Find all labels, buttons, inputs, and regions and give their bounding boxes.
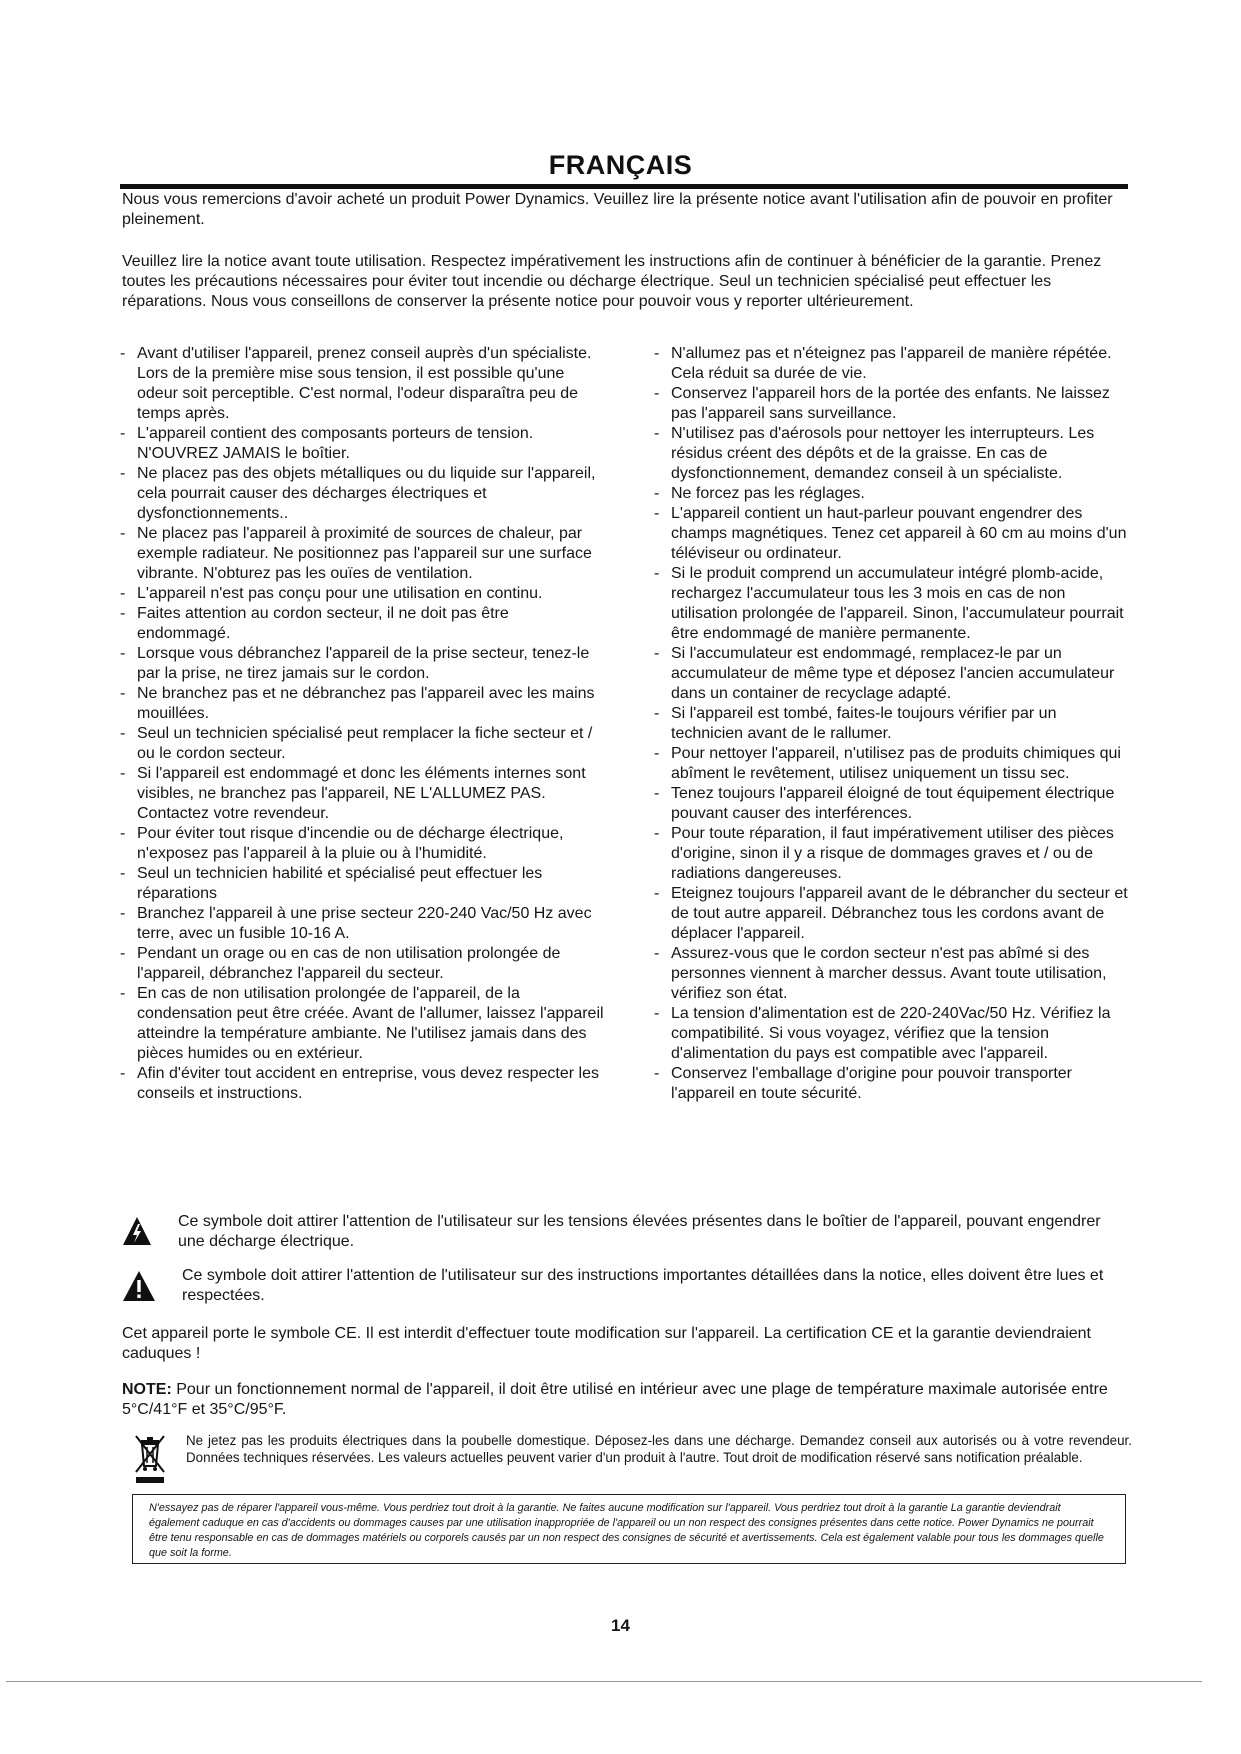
intro-paragraph-2: Veuillez lire la notice avant toute utilisation. Respectez impérativement les instructions afin de continuer à bénéficier de la garantie. Prenez toutes les précautions nécessaires pour éviter tout incendie ou décharge électrique. Seul un technicien spécialisé peut effectuer les réparations. Nous vous conseillons de conserver la présente notice pour pouvoir vous y reporter ultérieurement. xyxy=(122,253,1102,310)
safety-item: - L'appareil contient un haut-parleur pouvant engendrer des champs magnétiques. Tenez cet appareil à 60 cm au moins d'un téléviseur ou ordinateur. xyxy=(654,504,1132,564)
warranty-disclaimer: N'essayez pas de réparer l'appareil vous-même. Vous perdriez tout droit à la garantie. Ne faites aucune modification sur l'appareil. Vous perdriez tout droit à la garantie La garantie deviendrait également caduque en cas d'accidents ou dommages causes par une utilisation inappropriée de l'appareil ou un non respect des consignes présentes dans cette notice. Power Dynamics ne pourrait être tenu responsable en cas de dommages matériels ou corporels causés par un non respect des consignes de sécurité et avertissements. Cela est également valable pour tous les dommages quelle que soit la forme. xyxy=(132,1494,1126,1564)
safety-item: - N'utilisez pas d'aérosols pour nettoyer les interrupteurs. Les résidus créent des dépôts et de la graisse. En cas de dysfonctionnement, demandez conseil à un spécialiste. xyxy=(654,424,1132,484)
crossed-out-bin-icon xyxy=(134,1434,166,1489)
high-voltage-text: Ce symbole doit attirer l'attention de l'utilisateur sur les tensions élevées présentes dans le boîtier de l'appareil, pouvant engendrer une décharge électrique. xyxy=(178,1213,1101,1250)
safety-item: - Si l'appareil est tombé, faites-le toujours vérifier par un technicien avant de le rallumer. xyxy=(654,704,1132,744)
safety-item: - Afin d'éviter tout accident en entreprise, vous devez respecter les conseils et instructions. xyxy=(120,1064,605,1104)
safety-item: - Pour nettoyer l'appareil, n'utilisez pas de produits chimiques qui abîment le revêtement, utilisez uniquement un tissu sec. xyxy=(654,744,1132,784)
safety-item: - L'appareil n'est pas conçu pour une utilisation en continu. xyxy=(120,584,605,604)
safety-item: - Pendant un orage ou en cas de non utilisation prolongée de l'appareil, débranchez l'appareil du secteur. xyxy=(120,944,605,984)
safety-item: - Faites attention au cordon secteur, il ne doit pas être endommagé. xyxy=(120,604,605,644)
safety-item: - Conservez l'emballage d'origine pour pouvoir transporter l'appareil en toute sécurité. xyxy=(654,1064,1132,1104)
title-divider xyxy=(120,184,1128,189)
safety-item: - Branchez l'appareil à une prise secteur 220-240 Vac/50 Hz avec terre, avec un fusible 10-16 A. xyxy=(120,904,605,944)
safety-list-left xyxy=(120,344,605,1104)
safety-item: - Si l'accumulateur est endommagé, remplacez-le par un accumulateur de même type et déposez l'ancien accumulateur dans un container de recyclage adapté. xyxy=(654,644,1132,704)
safety-item: - Ne placez pas des objets métalliques ou du liquide sur l'appareil, cela pourrait causer des décharges électriques et dysfonctionnements.. xyxy=(120,464,605,524)
footer-divider xyxy=(6,1681,1202,1682)
weee-text: Ne jetez pas les produits électriques dans la poubelle domestique. Déposez-les dans une décharge. Demandez conseil aux autorisés ou à votre revendeur. Données techniques réservées. Les valeurs actuelles peuvent varier d'un produit à l'autre. Tout droit de modification réservé sans notification préalable. xyxy=(186,1433,1132,1465)
exclamation-warning-icon xyxy=(122,1270,156,1308)
safety-item: - Conservez l'appareil hors de la portée des enfants. Ne laissez pas l'appareil sans surveillance. xyxy=(654,384,1132,424)
safety-item: - L'appareil contient des composants porteurs de tension. N'OUVREZ JAMAIS le boîtier. xyxy=(120,424,605,464)
page-number: 14 xyxy=(611,1616,630,1635)
safety-item: - La tension d'alimentation est de 220-240Vac/50 Hz. Vérifiez la compatibilité. Si vous voyagez, vérifiez que la tension d'alimentation du pays est compatible avec l'appareil. xyxy=(654,1004,1132,1064)
safety-item: - Assurez-vous que le cordon secteur n'est pas abîmé si des personnes viennent à marcher dessus. Avant toute utilisation, vérifiez son état. xyxy=(654,944,1132,1004)
safety-item: - Pour toute réparation, il faut impérativement utiliser des pièces d'origine, sinon il y a risque de dommages graves et / ou de radiations dangereuses. xyxy=(654,824,1132,884)
note-label: NOTE: xyxy=(122,1381,172,1398)
safety-item: - Ne placez pas l'appareil à proximité de sources de chaleur, par exemple radiateur. Ne positionnez pas l'appareil sur une surface vibrante. N'obturez pas les ouïes de ventilation. xyxy=(120,524,605,584)
safety-item: - Tenez toujours l'appareil éloigné de tout équipement électrique pouvant causer des interférences. xyxy=(654,784,1132,824)
safety-item: - Ne forcez pas les réglages. xyxy=(654,484,1132,504)
safety-item: - Eteignez toujours l'appareil avant de le débrancher du secteur et de tout autre appareil. Débranchez tous les cordons avant de déplacer l'appareil. xyxy=(654,884,1132,944)
safety-item: - Pour éviter tout risque d'incendie ou de décharge électrique, n'exposez pas l'appareil à la pluie ou à l'humidité. xyxy=(120,824,605,864)
safety-item: - Seul un technicien spécialisé peut remplacer la fiche secteur et / ou le cordon secteur. xyxy=(120,724,605,764)
intro-paragraph-1: Nous vous remercions d'avoir acheté un produit Power Dynamics. Veuillez lire la présente notice avant l'utilisation afin de pouvoir en profiter pleinement. xyxy=(122,191,1113,228)
safety-item: - Lorsque vous débranchez l'appareil de la prise secteur, tenez-le par la prise, ne tirez jamais sur le cordon. xyxy=(120,644,605,684)
safety-item: - Seul un technicien habilité et spécialisé peut effectuer les réparations xyxy=(120,864,605,904)
safety-item: - Ne branchez pas et ne débranchez pas l'appareil avec les mains mouillées. xyxy=(120,684,605,724)
note-paragraph xyxy=(122,1380,1132,1420)
safety-item: - En cas de non utilisation prolongée de l'appareil, de la condensation peut être créée. Avant de l'allumer, laissez l'appareil atteindre la température ambiante. Ne l'utilisez jamais dans des pièces humides ou en extérieur. xyxy=(120,984,605,1064)
ce-notice: Cet appareil porte le symbole CE. Il est interdit d'effectuer toute modification sur l'appareil. La certification CE et la garantie deviendraient caduques ! xyxy=(122,1325,1091,1362)
safety-item: - N'allumez pas et n'éteignez pas l'appareil de manière répétée. Cela réduit sa durée de vie. xyxy=(654,344,1132,384)
safety-item: - Avant d'utiliser l'appareil, prenez conseil auprès d'un spécialiste. Lors de la première mise sous tension, il est possible qu'une odeur soit perceptible. C'est normal, l'odeur disparaîtra peu de temps après. xyxy=(120,344,605,424)
note-text: Pour un fonctionnement normal de l'appareil, il doit être utilisé en intérieur avec une plage de température maximale autorisée entre 5°C/41°F et 35°C/95°F. xyxy=(122,1381,1108,1418)
page-title: FRANÇAIS xyxy=(548,150,693,180)
instructions-text: Ce symbole doit attirer l'attention de l'utilisateur sur des instructions importantes détaillées dans la notice, elles doivent être lues et respectées. xyxy=(182,1267,1104,1304)
safety-item: - Si l'appareil est endommagé et donc les éléments internes sont visibles, ne branchez pas l'appareil, NE L'ALLUMEZ PAS. Contactez votre revendeur. xyxy=(120,764,605,824)
safety-list-right xyxy=(654,344,1132,1104)
safety-item: - Si le produit comprend un accumulateur intégré plomb-acide, rechargez l'accumulateur tous les 3 mois en cas de non utilisation prolongée de l'appareil. Sinon, l'accumulateur pourrait être endommagé de manière permanente. xyxy=(654,564,1132,644)
high-voltage-warning-icon xyxy=(122,1216,152,1252)
